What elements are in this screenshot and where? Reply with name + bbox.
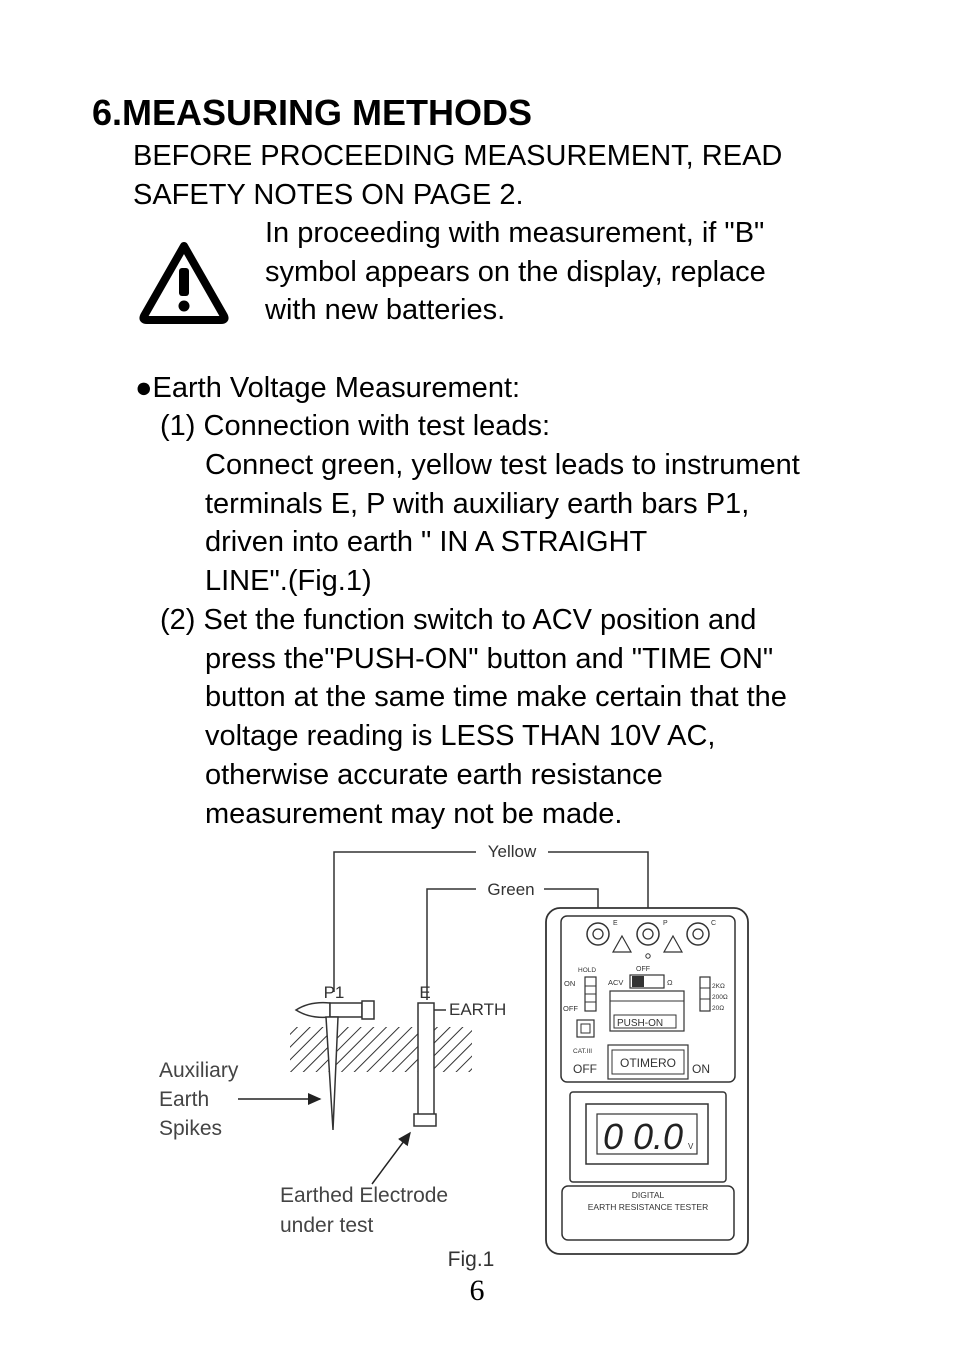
- range-label-200: 200Ω: [712, 994, 728, 1001]
- earth-resistance-tester: [546, 908, 748, 1254]
- step1-line-2: terminals E, P with auxiliary earth bars P1,: [205, 488, 750, 520]
- step1-line-4: LINE".(Fig.1): [205, 565, 372, 597]
- step2-first-line: (2) Set the function switch to ACV position and: [160, 604, 757, 636]
- range-switch: [700, 977, 710, 1011]
- hold-on-label: ON: [564, 979, 576, 988]
- lcd-reading: 0 0.0: [603, 1116, 684, 1157]
- brand-line-1: DIGITAL: [631, 1190, 665, 1200]
- ohm-label: Ω: [667, 978, 673, 987]
- hold-label: HOLD: [578, 967, 597, 974]
- p1-label: P1: [323, 983, 345, 1002]
- warning-line-3: with new batteries.: [265, 294, 506, 326]
- page-number: 6: [469, 1274, 485, 1307]
- green-label: Green: [487, 880, 535, 899]
- connection-diagram: [150, 838, 760, 1278]
- push-on-label: PUSH-ON: [617, 1018, 664, 1029]
- brand-line-2: EARTH RESISTANCE TESTER: [587, 1202, 709, 1212]
- yellow-label: Yellow: [487, 842, 537, 861]
- aux-label-3: Spikes: [159, 1117, 223, 1140]
- e-label: E: [419, 983, 431, 1002]
- warning-triangle-icon: [138, 240, 230, 324]
- step1-label: (1) Connection with test leads:: [160, 410, 551, 442]
- aux-label-1: Auxiliary: [159, 1059, 239, 1082]
- lcd-unit: V: [688, 1142, 694, 1151]
- step2-line-1: press the"PUSH-ON" button and "TIME ON": [205, 643, 774, 675]
- earth-voltage-heading: ●Earth Voltage Measurement:: [135, 372, 521, 404]
- terminal-c-label: C: [711, 920, 717, 927]
- warning-line-2: symbol appears on the display, replace: [265, 256, 766, 288]
- electrode-arrow: [372, 1133, 410, 1184]
- cat-label: CAT.III: [573, 1048, 593, 1055]
- timer-off-label: OFF: [573, 1062, 597, 1076]
- hold-off-label: OFF: [563, 1004, 578, 1013]
- range-label-20: 20Ω: [712, 1005, 725, 1012]
- intro-line-1: BEFORE PROCEEDING MEASUREMENT, READ: [133, 140, 783, 172]
- section-title: 6.MEASURING METHODS: [92, 92, 533, 133]
- terminal-p: [637, 923, 659, 945]
- step1-line-3: driven into earth " IN A STRAIGHT: [205, 526, 648, 558]
- electrode-label-2: under test: [280, 1214, 374, 1237]
- step2-line-5: measurement may not be made.: [205, 798, 623, 830]
- switch-off-label: OFF: [636, 966, 650, 973]
- step1-line-1: Connect green, yellow test leads to instrument: [205, 449, 800, 481]
- step2-line-3: voltage reading is LESS THAN 10V AC,: [205, 720, 716, 752]
- ground-hatch: [290, 1027, 472, 1072]
- step2-line-2: button at the same time make certain that the: [205, 681, 787, 713]
- terminal-e: [587, 923, 609, 945]
- terminal-e-label: E: [613, 920, 618, 927]
- terminal-c: [687, 923, 709, 945]
- indicator-dot: [646, 954, 650, 958]
- step2-line-4: otherwise accurate earth resistance: [205, 759, 663, 791]
- timer-label: OTIMERO: [620, 1056, 676, 1070]
- electrode-label-1: Earthed Electrode: [280, 1184, 449, 1207]
- aux-label-2: Earth: [159, 1088, 210, 1111]
- terminal-p-label: P: [663, 920, 668, 927]
- range-label-2k: 2KΩ: [712, 983, 725, 990]
- acv-label: ACV: [608, 978, 624, 987]
- warning-line-1: In proceeding with measurement, if "B": [265, 217, 765, 249]
- figure-caption: Fig.1: [447, 1248, 495, 1271]
- intro-line-2: SAFETY NOTES ON PAGE 2.: [133, 179, 524, 211]
- earth-label: EARTH: [449, 1000, 507, 1019]
- timer-on-label: ON: [692, 1062, 710, 1076]
